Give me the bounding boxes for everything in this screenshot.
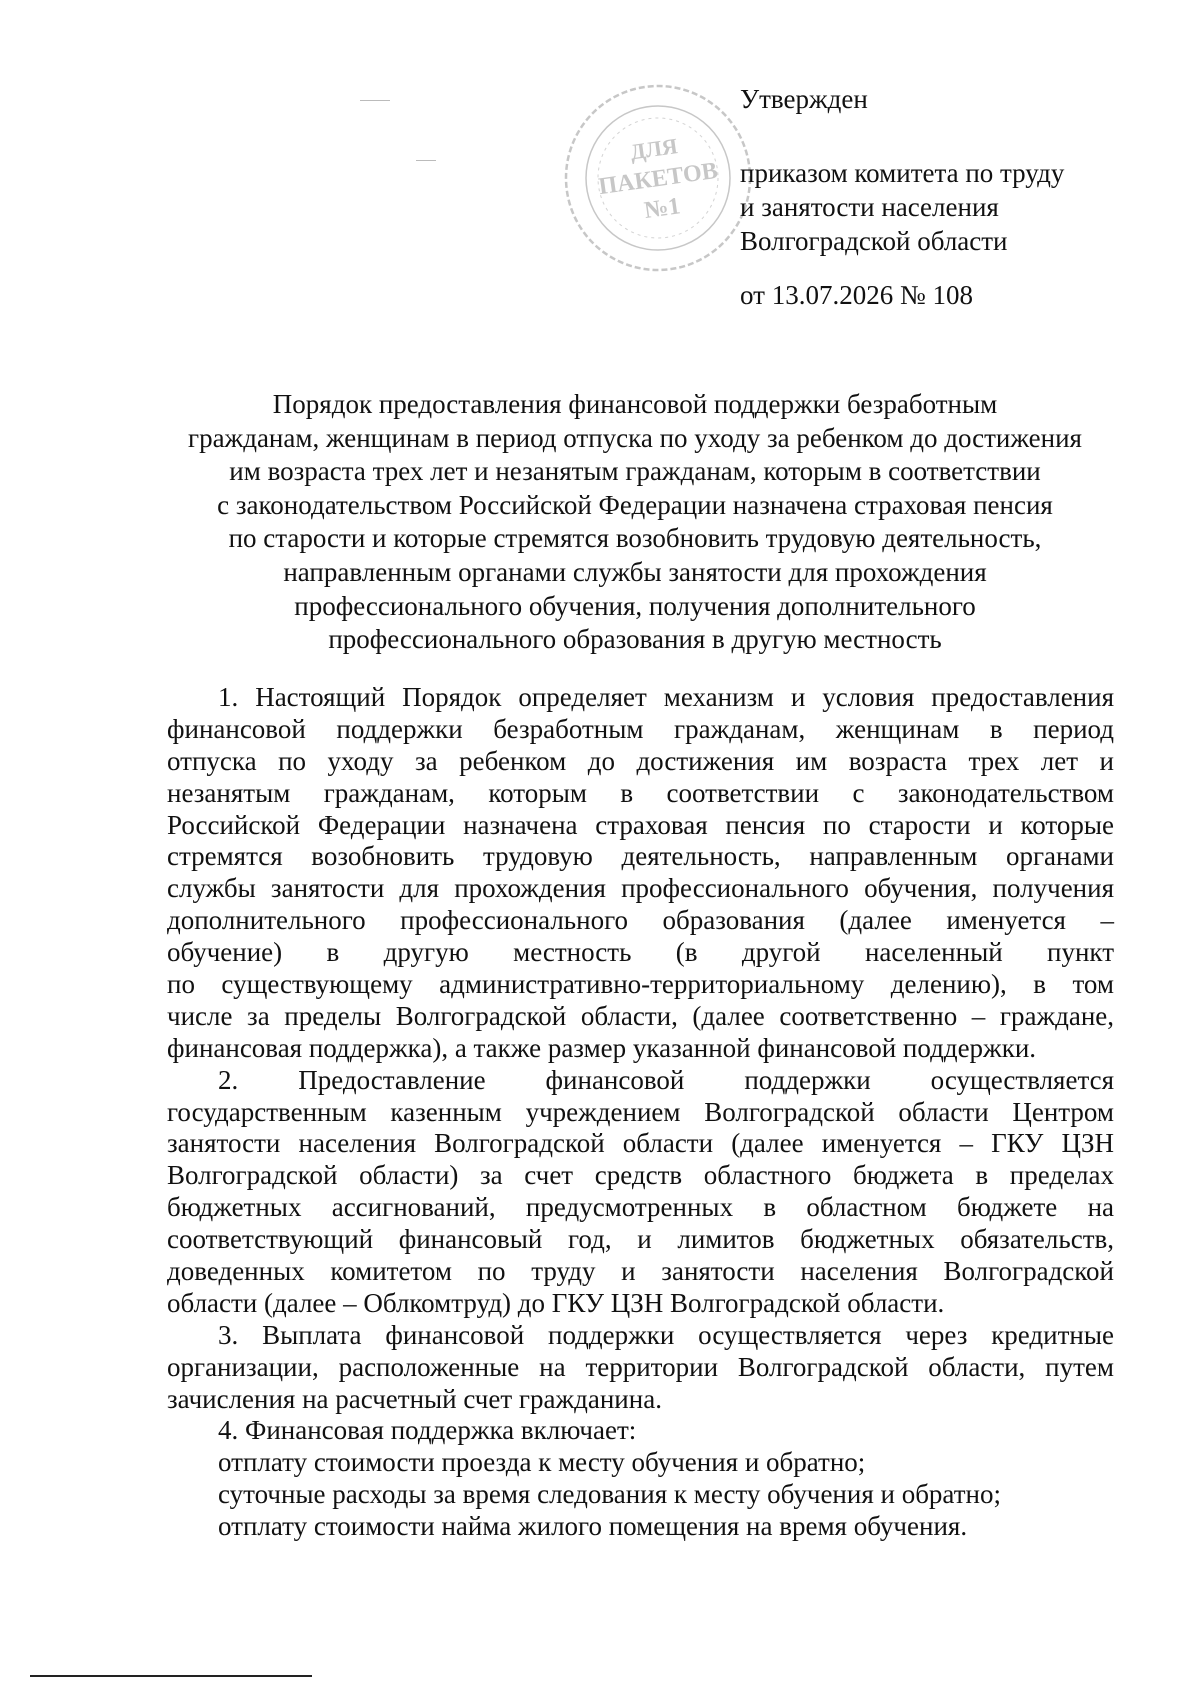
document-body [167, 682, 1114, 1543]
footnote-rule [30, 1675, 312, 1677]
body-line: Волгоградской области) за счет средств областного бюджета в пределах [167, 1160, 1114, 1191]
svg-text:№1: №1 [642, 193, 683, 225]
body-line: занятости населения Волгоградской области (далее именуется – ГКУ ЦЗН [167, 1128, 1114, 1159]
approval-line-3: Волгоградской области [740, 226, 1008, 256]
body-line: Российской Федерации назначена страховая пенсия по старости и которые [167, 809, 1114, 840]
scan-mark [416, 160, 436, 161]
document-title [150, 388, 1120, 657]
body-line: 3. Выплата финансовой поддержки осуществляется через кредитные [218, 1319, 1114, 1350]
list-item: отплату стоимости найма жилого помещения на время обучения. [218, 1511, 968, 1542]
title-line: Порядок предоставления финансовой поддержки безработным [272, 389, 998, 419]
body-line: финансовой поддержки безработным гражданам, женщинам в период [167, 713, 1114, 744]
body-line: стремятся возобновить трудовую деятельность, направленным органами [167, 841, 1114, 872]
body-line: 2. Предоставление финансовой поддержки осуществляется [218, 1064, 1114, 1095]
title-line: профессионального обучения, получения дополнительного [294, 590, 976, 621]
svg-text:ПАКЕТОВ: ПАКЕТОВ [597, 157, 720, 201]
body-line: области (далее – Облкомтруд) до ГКУ ЦЗН Волгоградской области. [167, 1287, 945, 1318]
title-line: профессионального образования в другую местность [328, 624, 942, 655]
title-line: гражданам, женщинам в период отпуска по уходу за ребенком до достижения [188, 422, 1082, 453]
body-line: соответствующий финансовый год, и лимитов бюджетных обязательств, [167, 1224, 1114, 1255]
title-line: им возраста трех лет и незанятым гражданам, которым в соответствии [229, 456, 1041, 487]
paragraph-2 [167, 1065, 1114, 1320]
title-line: направленным органами службы занятости для прохождения [283, 556, 987, 587]
body-line: службы занятости для прохождения профессионального обучения, получения [167, 873, 1114, 904]
paragraph-4 [167, 1415, 1114, 1543]
body-line: зачисления на расчетный счет гражданина. [167, 1383, 662, 1414]
body-line: по существующему административно-территориальному делению), в том [167, 969, 1114, 1000]
title-line: с законодательством Российской Федерации назначена страховая пенсия [217, 489, 1053, 520]
body-line: государственным казенным учреждением Волгоградской области Центром [167, 1096, 1114, 1127]
scan-mark [360, 100, 390, 101]
official-stamp [558, 78, 758, 278]
svg-text:ДЛЯ: ДЛЯ [628, 133, 680, 165]
approval-date: от 13.07.2026 № 108 [740, 280, 973, 310]
body-line: числе за пределы Волгоградской области, (далее соответственно – граждане, [167, 1000, 1114, 1031]
body-line: финансовая поддержка), а также размер указанной финансовой поддержки. [167, 1032, 1037, 1063]
paragraph-3 [167, 1320, 1114, 1416]
body-line: организации, расположенные на территории Волгоградской области, путем [167, 1351, 1114, 1382]
body-line: бюджетных ассигнований, предусмотренных в областном бюджете на [167, 1192, 1114, 1223]
list-item: отплату стоимости проезда к месту обучения и обратно; [218, 1447, 866, 1478]
body-line: 4. Финансовая поддержка включает: [218, 1415, 637, 1446]
body-line: 1. Настоящий Порядок определяет механизм и условия предоставления [218, 682, 1114, 712]
body-line: незанятым гражданам, которым в соответствии с законодательством [167, 777, 1114, 808]
paragraph-1 [167, 682, 1114, 1065]
title-line: по старости и которые стремятся возобновить трудовую деятельность, [228, 523, 1042, 554]
approval-line-1: приказом комитета по труду [740, 158, 1065, 188]
body-line: обучение) в другую местность (в другой населенный пункт [167, 937, 1114, 968]
body-line: отпуска по уходу за ребенком до достижения им возраста трех лет и [167, 745, 1114, 776]
body-line: дополнительного профессионального образования (далее именуется – [167, 905, 1114, 936]
list-item: суточные расходы за время следования к месту обучения и обратно; [218, 1479, 1001, 1510]
approval-title: Утвержден [740, 84, 868, 114]
approval-line-2: и занятости населения [740, 192, 999, 222]
body-line: доведенных комитетом по труду и занятости населения Волгоградской [167, 1256, 1114, 1287]
